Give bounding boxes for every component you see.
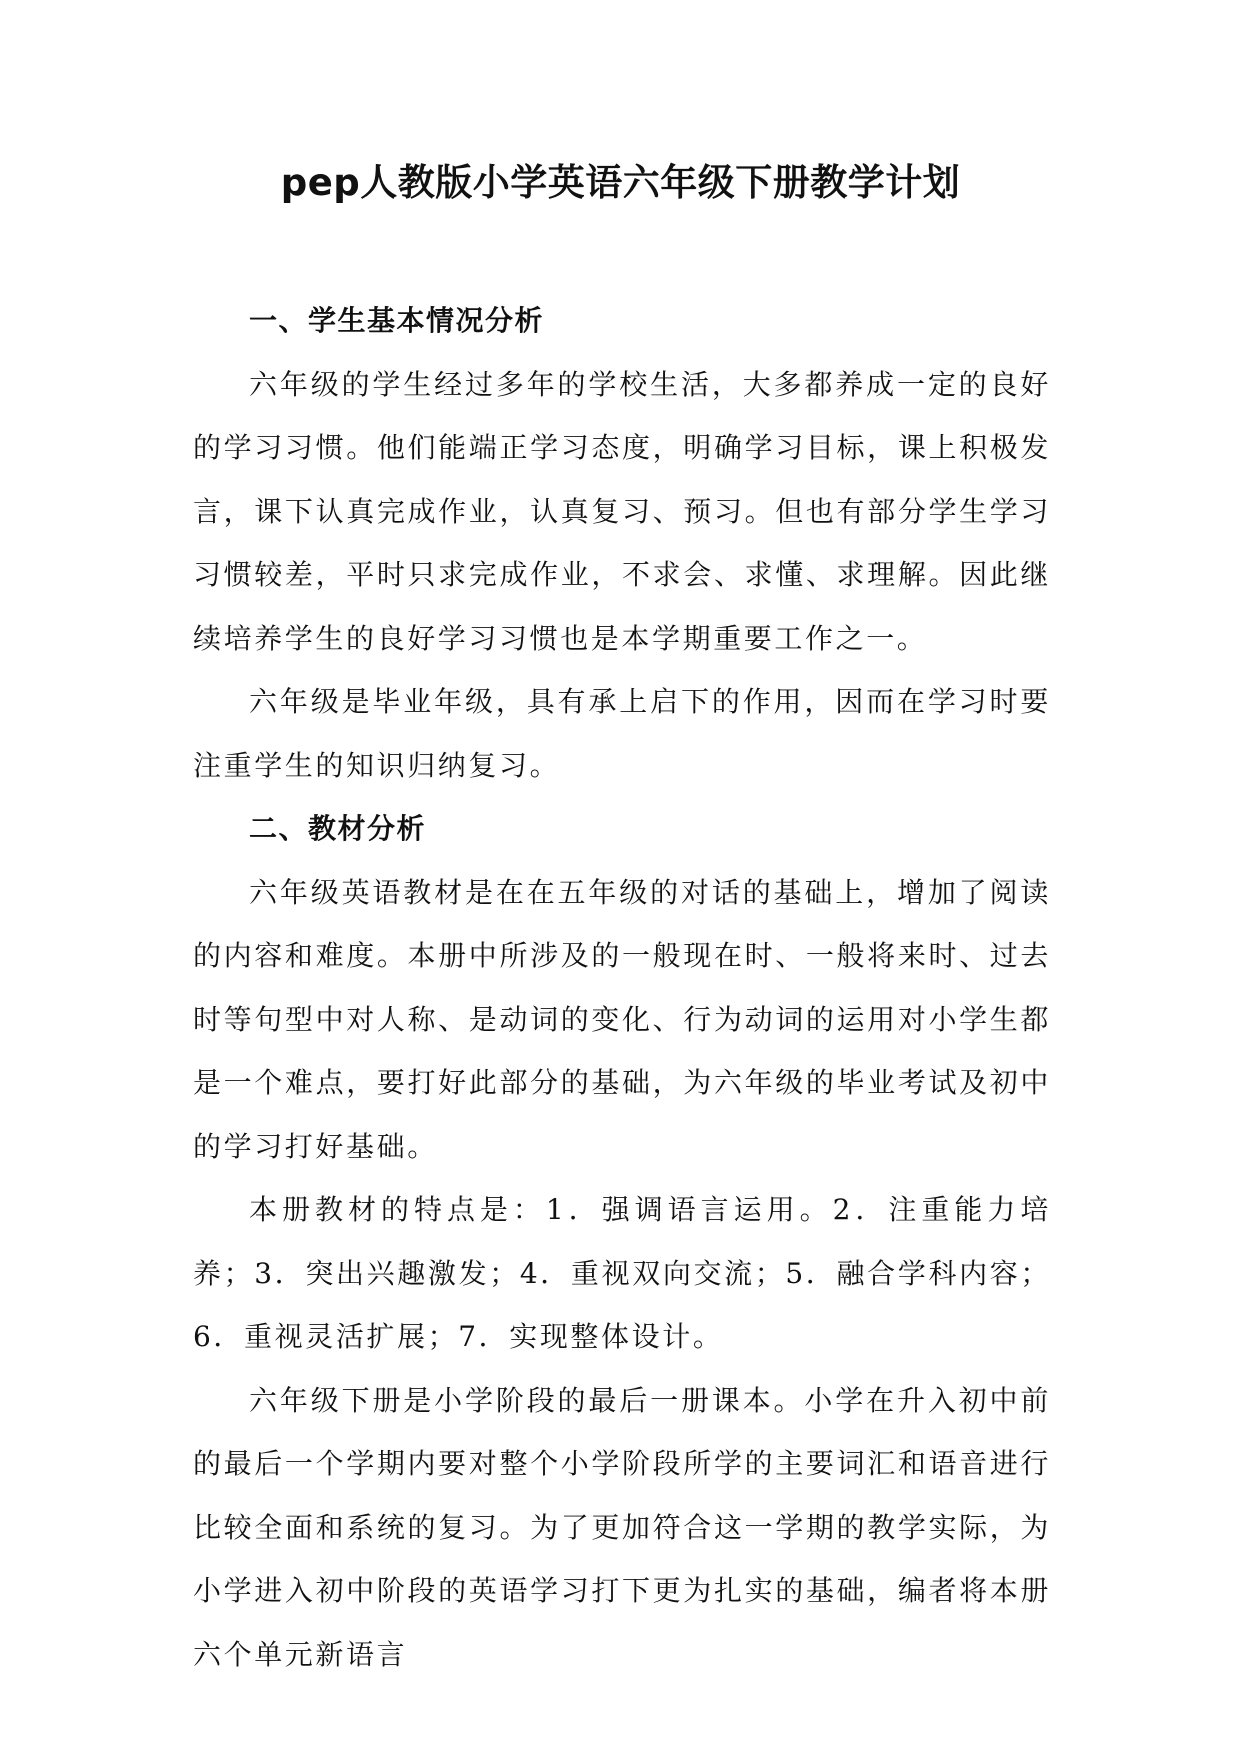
- paragraph: 六年级的学生经过多年的学校生活，大多都养成一定的良好的学习习惯。他们能端正学习态度，明确学习目标，课上积极发言，课下认真完成作业，认真复习、预习。但也有部分学生学习习惯较差，平时只求完成作业，不求会、求懂、求理解。因此继续培养学生的良好学习习惯也是本学期重要工作之一。: [193, 367, 1051, 655]
- paragraph: 六年级下册是小学阶段的最后一册课本。小学在升入初中前的最后一个学期内要对整个小学阶段所学的主要词汇和语音进行比较全面和系统的复习。为了更加符合这一学期的教学实际，为小学进入初中阶段的英语学习打下更为扎实的基础，编者将本册六个单元新语言: [193, 1383, 1051, 1671]
- section-heading-student-analysis: 一、学生基本情况分析: [249, 304, 545, 337]
- paragraph: 六年级是毕业年级，具有承上启下的作用，因而在学习时要注重学生的知识归纳复习。: [193, 685, 1051, 782]
- paragraph: 六年级英语教材是在在五年级的对话的基础上，增加了阅读的内容和难度。本册中所涉及的一般现在时、一般将来时、过去时等句型中对人称、是动词的变化、行为动词的运用对小学生都是一个难点，要打好此部分的基础，为六年级的毕业考试及初中的学习打好基础。: [193, 875, 1051, 1163]
- document-body: [193, 289, 1051, 1686]
- section-heading-textbook-analysis: 二、教材分析: [249, 812, 427, 845]
- document-title: pep人教版小学英语六年级下册教学计划: [280, 161, 961, 204]
- paragraph: 本册教材的特点是：1．强调语言运用。2．注重能力培养；3．突出兴趣激发；4．重视双向交流；5．融合学科内容；6．重视灵活扩展；7．实现整体设计。: [193, 1193, 1051, 1353]
